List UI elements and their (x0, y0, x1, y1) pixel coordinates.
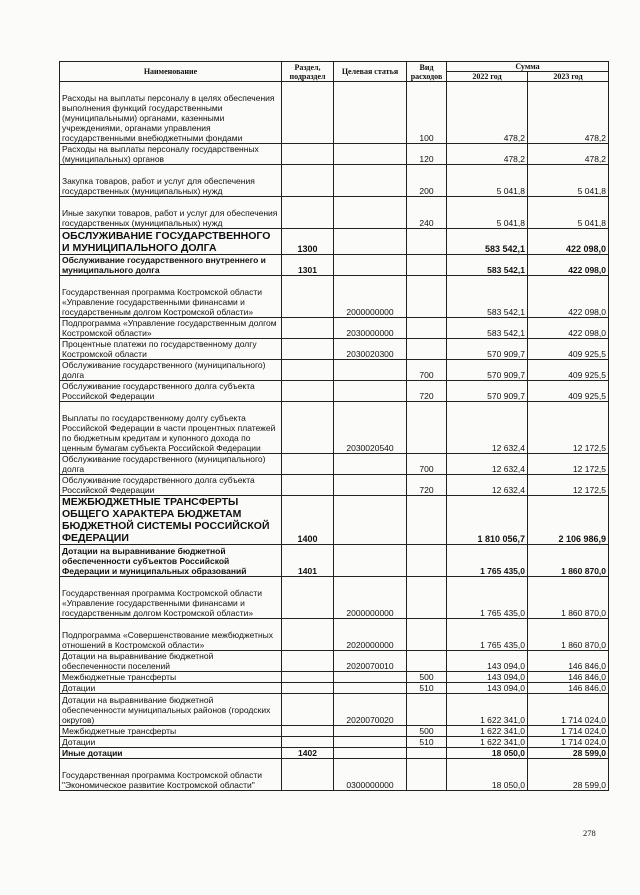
row-section (282, 672, 334, 683)
table-row (60, 229, 609, 255)
row-type (407, 748, 447, 759)
row-name: Межбюджетные трансферты (60, 672, 282, 683)
row-sum-2023: 422 098,0 (528, 276, 609, 318)
row-type: 100 (407, 82, 447, 144)
row-section: 1301 (282, 255, 334, 276)
row-type (407, 276, 447, 318)
table-row (60, 737, 609, 748)
row-name: ОБСЛУЖИВАНИЕ ГОСУДАРСТВЕННОГО И МУНИЦИПАЛЬНОГО ДОЛГА (60, 229, 282, 255)
row-sum-2022: 18 050,0 (447, 759, 528, 791)
row-sum-2022: 583 542,1 (447, 255, 528, 276)
row-type (407, 255, 447, 276)
row-name: Обслуживание государственного внутреннего и муниципального долга (60, 255, 282, 276)
row-section (282, 339, 334, 360)
row-sum-2023: 1 860 870,0 (528, 577, 609, 619)
budget-table (59, 61, 609, 791)
table-row (60, 318, 609, 339)
row-sum-2022: 143 094,0 (447, 651, 528, 672)
row-section (282, 694, 334, 726)
row-target (334, 672, 407, 683)
row-type (407, 496, 447, 545)
row-name: Дотации на выравнивание бюджетной обеспеченности субъектов Российской Федерации и муниципальных образований (60, 545, 282, 577)
row-sum-2022: 1 765 435,0 (447, 545, 528, 577)
row-type: 510 (407, 737, 447, 748)
row-sum-2023: 12 172,5 (528, 402, 609, 454)
row-target: 2020070020 (334, 694, 407, 726)
row-sum-2022: 18 050,0 (447, 748, 528, 759)
table-row (60, 255, 609, 276)
row-target: 0300000000 (334, 759, 407, 791)
table-row (60, 402, 609, 454)
table-row (60, 381, 609, 402)
row-type (407, 339, 447, 360)
row-type: 200 (407, 165, 447, 197)
row-name: Государственная программа Костромской области "Экономическое развитие Костромской области" (60, 759, 282, 791)
row-sum-2023: 12 172,5 (528, 454, 609, 475)
row-sum-2022: 583 542,1 (447, 229, 528, 255)
row-name: Процентные платежи по государственному долгу Костромской области (60, 339, 282, 360)
row-sum-2022: 143 094,0 (447, 672, 528, 683)
row-sum-2023: 1 860 870,0 (528, 619, 609, 651)
row-sum-2022: 478,2 (447, 144, 528, 165)
row-target (334, 496, 407, 545)
row-type: 500 (407, 672, 447, 683)
row-target: 2030020300 (334, 339, 407, 360)
row-sum-2022: 5 041,8 (447, 197, 528, 229)
row-type (407, 651, 447, 672)
row-name: Подпрограмма «Совершенствование межбюджетных отношений в Костромской области» (60, 619, 282, 651)
row-sum-2022: 583 542,1 (447, 318, 528, 339)
row-name: Межбюджетные трансферты (60, 726, 282, 737)
row-sum-2023: 28 599,0 (528, 748, 609, 759)
row-target (334, 381, 407, 402)
header-sum: Сумма (447, 62, 609, 72)
row-section (282, 197, 334, 229)
row-sum-2022: 1 622 341,0 (447, 694, 528, 726)
row-section (282, 737, 334, 748)
row-type (407, 619, 447, 651)
row-section (282, 360, 334, 381)
table-row (60, 545, 609, 577)
row-type (407, 402, 447, 454)
row-sum-2022: 143 094,0 (447, 683, 528, 694)
row-name: Обслуживание государственного долга субъекта Российской Федерации (60, 381, 282, 402)
table-row (60, 197, 609, 229)
row-section (282, 726, 334, 737)
row-name: Расходы на выплаты персоналу в целях обеспечения выполнения функций государственными (муниципальными) органами, казенными учреждениями, органами управления государственными внебюджетными фондами (60, 82, 282, 144)
row-section (282, 82, 334, 144)
row-target (334, 683, 407, 694)
row-sum-2022: 570 909,7 (447, 381, 528, 402)
row-section (282, 381, 334, 402)
row-type: 510 (407, 683, 447, 694)
row-target: 2030000000 (334, 318, 407, 339)
row-target: 2000000000 (334, 577, 407, 619)
row-type: 720 (407, 381, 447, 402)
row-sum-2022: 583 542,1 (447, 276, 528, 318)
row-name: Обслуживание государственного долга субъекта Российской Федерации (60, 475, 282, 496)
row-sum-2022: 1 765 435,0 (447, 577, 528, 619)
table-row (60, 144, 609, 165)
row-target (334, 229, 407, 255)
header-year-2022: 2022 год (447, 72, 528, 82)
table-row (60, 577, 609, 619)
row-section: 1300 (282, 229, 334, 255)
table-row (60, 339, 609, 360)
row-sum-2022: 12 632,4 (447, 402, 528, 454)
row-sum-2023: 5 041,8 (528, 165, 609, 197)
table-row (60, 672, 609, 683)
row-name: Государственная программа Костромской области «Управление государственными финансами и государственным долгом Костромской области» (60, 577, 282, 619)
row-section: 1400 (282, 496, 334, 545)
row-sum-2023: 409 925,5 (528, 381, 609, 402)
row-type (407, 229, 447, 255)
row-sum-2023: 2 106 986,9 (528, 496, 609, 545)
row-type: 700 (407, 360, 447, 381)
row-sum-2022: 1 622 341,0 (447, 726, 528, 737)
row-target: 2020000000 (334, 619, 407, 651)
row-sum-2022: 12 632,4 (447, 454, 528, 475)
row-target (334, 360, 407, 381)
table-row (60, 651, 609, 672)
table-row (60, 82, 609, 144)
row-name: Обслуживание государственного (муниципального) долга (60, 454, 282, 475)
row-sum-2023: 146 846,0 (528, 672, 609, 683)
row-sum-2023: 5 041,8 (528, 197, 609, 229)
row-section (282, 165, 334, 197)
row-name: Обслуживание государственного (муниципального) долга (60, 360, 282, 381)
table-row (60, 360, 609, 381)
header-name: Наименование (60, 62, 282, 82)
table-row (60, 748, 609, 759)
row-section (282, 276, 334, 318)
row-section (282, 454, 334, 475)
row-sum-2022: 478,2 (447, 82, 528, 144)
row-sum-2022: 1 810 056,7 (447, 496, 528, 545)
row-sum-2023: 422 098,0 (528, 229, 609, 255)
row-target: 2020070010 (334, 651, 407, 672)
row-name: Расходы на выплаты персоналу государственных (муниципальных) органов (60, 144, 282, 165)
row-name: Дотации на выравнивание бюджетной обеспеченности поселений (60, 651, 282, 672)
row-section (282, 683, 334, 694)
row-name: Государственная программа Костромской области «Управление государственными финансами и государственным долгом Костромской области» (60, 276, 282, 318)
row-target (334, 475, 407, 496)
table-row (60, 619, 609, 651)
row-sum-2023: 409 925,5 (528, 360, 609, 381)
row-target: 2030020540 (334, 402, 407, 454)
row-target (334, 165, 407, 197)
row-section (282, 577, 334, 619)
row-target: 2000000000 (334, 276, 407, 318)
row-sum-2022: 1 622 341,0 (447, 737, 528, 748)
row-name: Иные дотации (60, 748, 282, 759)
row-section (282, 651, 334, 672)
row-type: 120 (407, 144, 447, 165)
row-sum-2023: 409 925,5 (528, 339, 609, 360)
row-section (282, 402, 334, 454)
row-target (334, 726, 407, 737)
row-sum-2023: 146 846,0 (528, 651, 609, 672)
header-target: Целевая статья (334, 62, 407, 82)
row-target (334, 748, 407, 759)
row-sum-2022: 5 041,8 (447, 165, 528, 197)
row-sum-2022: 570 909,7 (447, 339, 528, 360)
row-type (407, 318, 447, 339)
table-row (60, 475, 609, 496)
row-sum-2023: 28 599,0 (528, 759, 609, 791)
row-sum-2023: 12 172,5 (528, 475, 609, 496)
row-sum-2023: 1 714 024,0 (528, 737, 609, 748)
row-name: Дотации на выравнивание бюджетной обеспеченности муниципальных районов (городских округов) (60, 694, 282, 726)
row-section (282, 318, 334, 339)
row-target (334, 197, 407, 229)
row-sum-2023: 1 714 024,0 (528, 694, 609, 726)
row-name: Закупка товаров, работ и услуг для обеспечения государственных (муниципальных) нужд (60, 165, 282, 197)
row-type (407, 577, 447, 619)
row-name: МЕЖБЮДЖЕТНЫЕ ТРАНСФЕРТЫ ОБЩЕГО ХАРАКТЕРА БЮДЖЕТАМ БЮДЖЕТНОЙ СИСТЕМЫ РОССИЙСКОЙ ФЕДЕРАЦИИ (60, 496, 282, 545)
row-type (407, 694, 447, 726)
row-sum-2022: 570 909,7 (447, 360, 528, 381)
table-row (60, 759, 609, 791)
row-sum-2022: 1 765 435,0 (447, 619, 528, 651)
row-sum-2023: 478,2 (528, 144, 609, 165)
table-row (60, 683, 609, 694)
row-target (334, 454, 407, 475)
row-sum-2023: 422 098,0 (528, 255, 609, 276)
row-type: 720 (407, 475, 447, 496)
row-sum-2023: 478,2 (528, 82, 609, 144)
row-sum-2023: 146 846,0 (528, 683, 609, 694)
row-name: Иные закупки товаров, работ и услуг для обеспечения государственных (муниципальных) нужд (60, 197, 282, 229)
row-target (334, 545, 407, 577)
row-section (282, 619, 334, 651)
row-section: 1401 (282, 545, 334, 577)
row-section (282, 759, 334, 791)
table-row (60, 165, 609, 197)
row-type: 240 (407, 197, 447, 229)
table-row (60, 276, 609, 318)
row-target (334, 737, 407, 748)
row-type (407, 759, 447, 791)
row-name: Дотации (60, 737, 282, 748)
row-section (282, 475, 334, 496)
row-section (282, 144, 334, 165)
row-type: 500 (407, 726, 447, 737)
row-sum-2023: 1 860 870,0 (528, 545, 609, 577)
row-target (334, 82, 407, 144)
row-name: Выплаты по государственному долгу субъекта Российской Федерации в части процентных платежей по бюджетным кредитам и купонного дохода по ценным бумагам субъекта Российской Федерации (60, 402, 282, 454)
row-type (407, 545, 447, 577)
header-section: Раздел, подраздел (282, 62, 334, 82)
row-target (334, 144, 407, 165)
row-section: 1402 (282, 748, 334, 759)
table-row (60, 694, 609, 726)
row-name: Подпрограмма «Управление государственным долгом Костромской области» (60, 318, 282, 339)
table-row (60, 454, 609, 475)
table-row (60, 496, 609, 545)
header-year-2023: 2023 год (528, 72, 609, 82)
table-row (60, 726, 609, 737)
row-sum-2023: 422 098,0 (528, 318, 609, 339)
row-type: 700 (407, 454, 447, 475)
row-sum-2022: 12 632,4 (447, 475, 528, 496)
row-target (334, 255, 407, 276)
header-type: Вид расходов (407, 62, 447, 82)
page-number: 278 (583, 828, 596, 838)
row-name: Дотации (60, 683, 282, 694)
row-sum-2023: 1 714 024,0 (528, 726, 609, 737)
